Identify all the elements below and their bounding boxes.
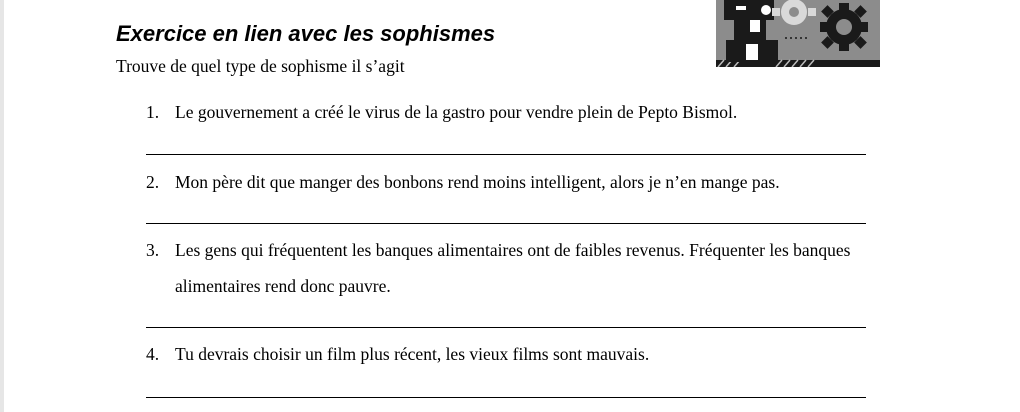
gears-illustration-icon	[716, 0, 880, 67]
worksheet-page	[4, 0, 1020, 412]
page-title: Exercice en lien avec les sophismes	[116, 21, 496, 46]
question-number: 2.	[146, 172, 160, 192]
answer-line-2[interactable]	[146, 223, 866, 224]
question-text: Les gens qui fréquentent les banques alimentaires ont de faibles revenus. Fréquenter les banques alimentaires rend donc pauvre.	[175, 240, 851, 296]
answer-line-3[interactable]	[146, 327, 866, 328]
instructions: Trouve de quel type de sophisme il s’agit	[116, 56, 405, 76]
question-number: 4.	[146, 344, 160, 364]
question-text: Tu devrais choisir un film plus récent, les vieux films sont mauvais.	[175, 344, 650, 364]
question-text: Mon père dit que manger des bonbons rend moins intelligent, alors je n’en mange pas.	[175, 172, 780, 192]
question-text: Le gouvernement a créé le virus de la gastro pour vendre plein de Pepto Bismol.	[175, 102, 738, 122]
answer-line-4[interactable]	[146, 397, 866, 398]
question-number: 1.	[146, 102, 160, 122]
answer-line-1[interactable]	[146, 154, 866, 155]
question-number: 3.	[146, 240, 160, 260]
